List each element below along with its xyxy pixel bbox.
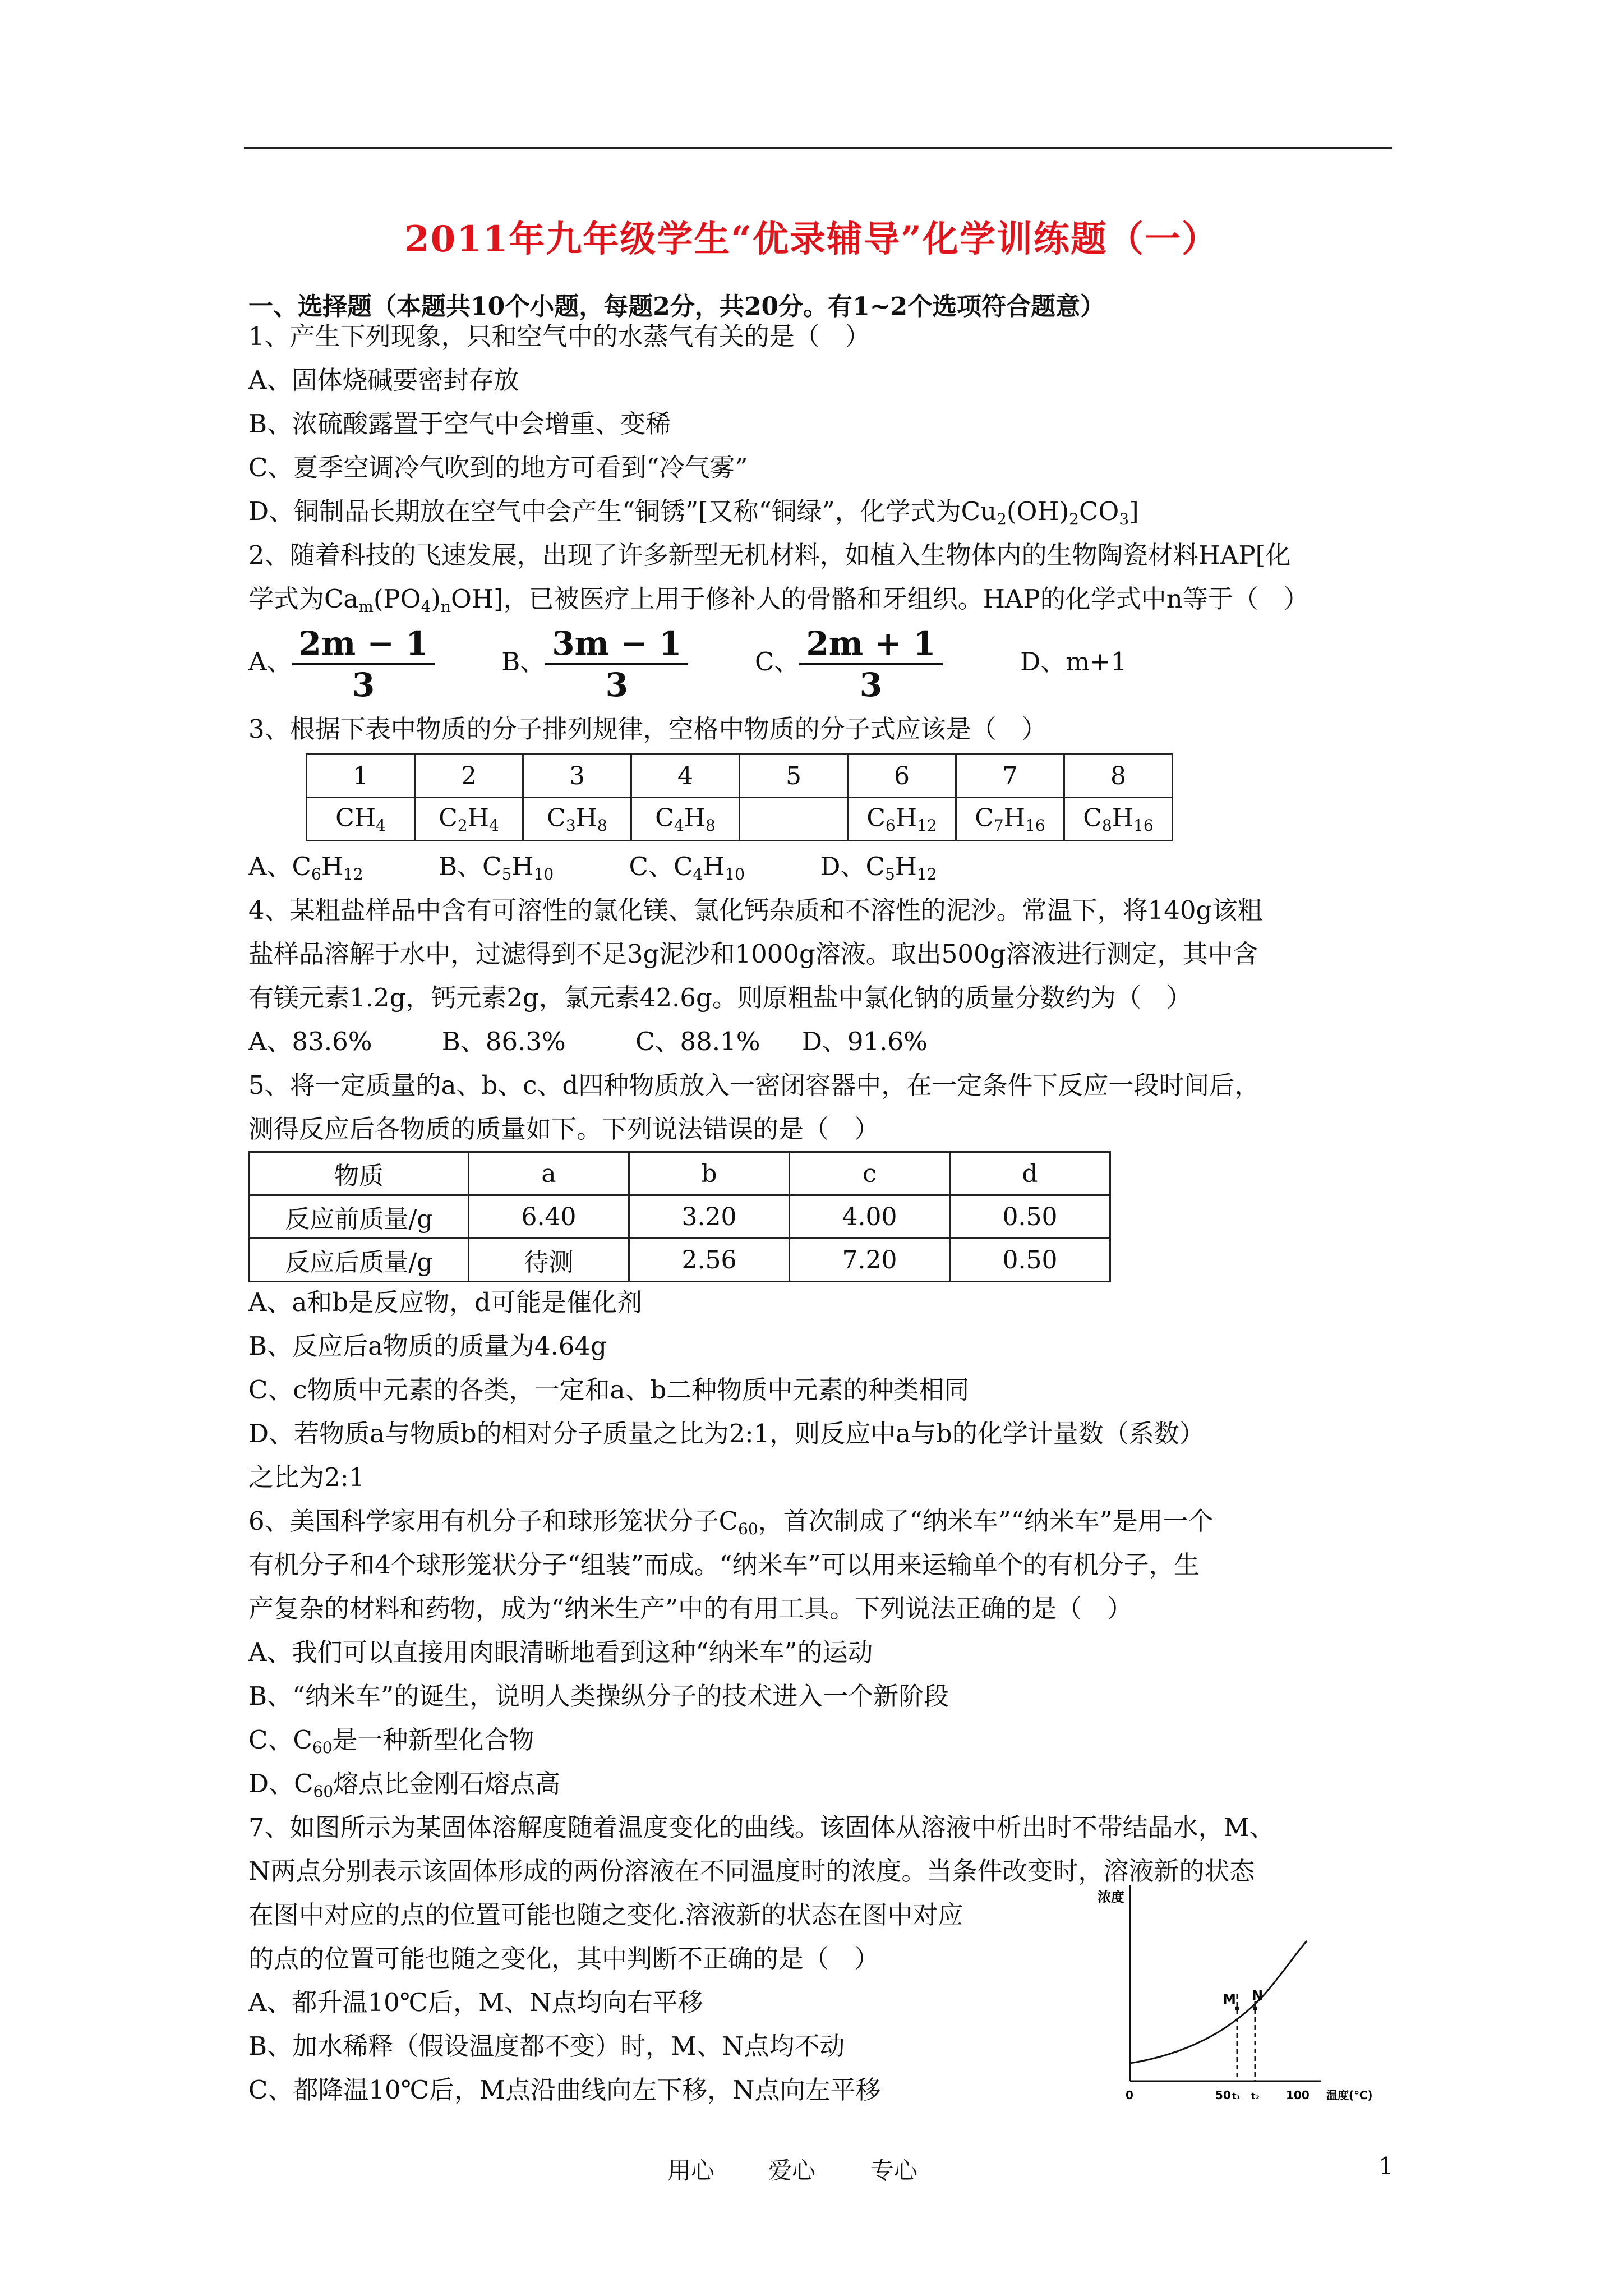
formula-text: C bbox=[655, 803, 674, 832]
q3-sequence-table bbox=[306, 753, 1173, 841]
fraction-numerator: 2m + 1 bbox=[799, 624, 942, 665]
q5-mass-table bbox=[248, 1151, 1111, 1282]
q3-option-b bbox=[438, 852, 554, 884]
q3-formula-cell bbox=[1064, 798, 1173, 841]
q6-text: C、C bbox=[248, 1725, 312, 1755]
formula-text: H bbox=[1112, 803, 1134, 832]
q3-index-cell: 1 bbox=[307, 754, 415, 798]
q2-sub: m bbox=[358, 597, 374, 616]
q5-row-before bbox=[250, 1195, 1110, 1239]
formula-sub: 10 bbox=[533, 865, 554, 884]
formula-sub: 3 bbox=[565, 816, 576, 835]
solubility-curve bbox=[1130, 1941, 1307, 2063]
formula-sub: 6 bbox=[885, 816, 896, 835]
q3-formula-cell bbox=[307, 798, 415, 841]
q2-text: 学式为Ca bbox=[248, 584, 359, 614]
q5-cell: 0.50 bbox=[950, 1239, 1110, 1282]
fraction-denominator: 3 bbox=[859, 665, 883, 704]
footer-motto-1: 用心 bbox=[667, 2157, 715, 2184]
formula-text: C bbox=[1083, 803, 1102, 832]
q3-formula-cell bbox=[523, 798, 631, 841]
q3-formula-cell bbox=[848, 798, 956, 841]
q6-line1 bbox=[248, 1504, 1214, 1546]
q2-sub: n bbox=[440, 597, 451, 616]
point-n-marker bbox=[1253, 2006, 1257, 2010]
formula-text: C bbox=[439, 803, 458, 832]
formula-text: H bbox=[895, 852, 917, 881]
q3-option-c bbox=[629, 852, 745, 884]
formula-sub: 8 bbox=[706, 816, 716, 835]
q2-text: ) bbox=[431, 584, 441, 614]
q1-d-text: (OH) bbox=[1006, 496, 1069, 526]
q2-line1: 2、随着科技的飞速发展，出现了许多新型无机材料，如植入生物体内的生物陶瓷材料HAP[化 bbox=[248, 540, 1291, 570]
q3-formula-row bbox=[307, 798, 1173, 841]
formula-sub: 6 bbox=[311, 865, 321, 884]
formula-text: H bbox=[575, 803, 598, 832]
q2-options bbox=[248, 623, 1127, 707]
q5-cell: 0.50 bbox=[950, 1195, 1110, 1239]
q3-index-cell: 2 bbox=[415, 754, 523, 798]
q2-line2 bbox=[248, 582, 1309, 624]
footer-motto-3: 专心 bbox=[870, 2157, 918, 2184]
q4-line3: 有镁元素1.2g，钙元素2g，氯元素42.6g。则原粗盐中氯化钠的质量分数约为（ ） bbox=[248, 983, 1192, 1013]
chart-y-label: 浓度 bbox=[1098, 1889, 1124, 1905]
formula-text: C bbox=[975, 803, 994, 832]
q5-line2: 测得反应后各物质的质量如下。下列说法错误的是（ ） bbox=[248, 1114, 880, 1144]
q6-sub: 60 bbox=[313, 1782, 334, 1801]
q2-option-c-fraction bbox=[799, 624, 942, 705]
x-tick-label: 100 bbox=[1286, 2088, 1310, 2102]
footer-motto-2: 爱心 bbox=[768, 2157, 816, 2184]
solubility-curve-figure bbox=[1096, 1879, 1410, 2104]
q2-option-a-label: A、 bbox=[248, 647, 292, 677]
q7-option-c: C、都降温10℃后，M点沿曲线向左下移，N点向左平移 bbox=[248, 2075, 881, 2105]
q3-formula-cell bbox=[956, 798, 1064, 841]
q1-option-d bbox=[248, 495, 1139, 536]
q5-header-cell: 物质 bbox=[250, 1152, 469, 1195]
header-rule bbox=[244, 147, 1392, 149]
q5-cell: 待测 bbox=[469, 1239, 629, 1282]
q1-option-b: B、浓硫酸露置于空气中会增重、变稀 bbox=[248, 409, 671, 439]
q3-formula-cell bbox=[415, 798, 523, 841]
q6-line3: 产复杂的材料和药物，成为“纳米生产”中的有用工具。下列说法正确的是（ ） bbox=[248, 1594, 1133, 1623]
q3-options bbox=[248, 850, 937, 891]
q5-cell: 2.56 bbox=[629, 1239, 790, 1282]
q4-option-d: D、91.6% bbox=[801, 1027, 928, 1056]
q5-cell: 反应前质量/g bbox=[250, 1195, 469, 1239]
q5-option-a: A、a和b是反应物，d可能是催化剂 bbox=[248, 1287, 642, 1317]
formula-text: H bbox=[895, 803, 917, 832]
q5-header-row bbox=[250, 1152, 1110, 1195]
q3-option-d bbox=[820, 852, 937, 884]
q7-line2: N两点分别表示该固体形成的两份溶液在不同温度时的浓度。当条件改变时，溶液新的状态 bbox=[248, 1856, 1255, 1886]
q1-d-text: D、铜制品长期放在空气中会产生“铜锈”[又称“铜绿”，化学式为Cu bbox=[248, 496, 997, 526]
q3-option-a bbox=[248, 852, 363, 884]
q4-option-c: C、88.1% bbox=[635, 1027, 760, 1056]
q5-header-cell: c bbox=[790, 1152, 950, 1195]
q5-header-cell: b bbox=[629, 1152, 790, 1195]
q6-text: 6、美国科学家用有机分子和球形笼状分子C bbox=[248, 1506, 739, 1536]
fraction-numerator: 3m − 1 bbox=[545, 624, 688, 665]
fraction-denominator: 3 bbox=[352, 665, 375, 704]
q5-cell: 反应后质量/g bbox=[250, 1239, 469, 1282]
q3-blank-cell bbox=[740, 798, 848, 841]
formula-text: C bbox=[547, 803, 566, 832]
formula-sub: 16 bbox=[1133, 816, 1154, 835]
formula-sub: 4 bbox=[674, 816, 684, 835]
formula-sub: 10 bbox=[725, 865, 745, 884]
q1-option-c: C、夏季空调冷气吹到的地方可看到“冷气雾” bbox=[248, 453, 748, 482]
formula-sub: 12 bbox=[917, 816, 937, 835]
q5-header-cell: d bbox=[950, 1152, 1110, 1195]
formula-sub: 12 bbox=[343, 865, 363, 884]
q7-line4: 的点的位置可能也随之变化，其中判断不正确的是（ ） bbox=[248, 1944, 880, 1973]
q3-index-cell: 4 bbox=[631, 754, 740, 798]
q4-option-b: B、86.3% bbox=[441, 1027, 566, 1056]
formula-text: H bbox=[321, 852, 344, 881]
point-n-label: N bbox=[1252, 1987, 1264, 2003]
q5-option-c: C、c物质中元素的各类，一定和a、b二种物质中元素的种类相同 bbox=[248, 1375, 970, 1405]
q6-sub: 60 bbox=[312, 1738, 333, 1757]
q1-stem: 1、产生下列现象，只和空气中的水蒸气有关的是（ ） bbox=[248, 321, 870, 351]
q6-option-d bbox=[248, 1767, 560, 1809]
q6-option-a: A、我们可以直接用肉眼清晰地看到这种“纳米车”的运动 bbox=[248, 1637, 873, 1667]
q6-line2: 有机分子和4个球形笼状分子“组装”而成。“纳米车”可以用来运输单个的有机分子，生 bbox=[248, 1550, 1200, 1580]
formula-sub: 4 bbox=[693, 865, 703, 884]
q5-line1: 5、将一定质量的a、b、c、d四种物质放入一密闭容器中，在一定条件下反应一段时间后， bbox=[248, 1070, 1260, 1100]
q5-row-after bbox=[250, 1239, 1110, 1282]
q6-text: 熔点比金刚石熔点高 bbox=[333, 1769, 561, 1798]
q5-option-d-line1: D、若物质a与物质b的相对分子质量之比为2:1，则反应中a与b的化学计量数（系数） bbox=[248, 1419, 1205, 1448]
q6-text: ，首次制成了“纳米车”“纳米车”是用一个 bbox=[758, 1506, 1214, 1536]
q1-option-a: A、固体烧碱要密封存放 bbox=[248, 365, 519, 395]
q5-option-d-line2: 之比为2:1 bbox=[248, 1462, 365, 1492]
formula-sub: 5 bbox=[501, 865, 512, 884]
q1-d-text: CO bbox=[1078, 496, 1119, 526]
q7-line3: 在图中对应的点的位置可能也随之变化.溶液新的状态在图中对应 bbox=[248, 1900, 963, 1930]
x-tick-label: 0 bbox=[1126, 2088, 1133, 2102]
q2-text: OH]，已被医疗上用于修补人的骨骼和牙组织。HAP的化学式中n等于（ ） bbox=[451, 584, 1309, 614]
q1-d-text: ] bbox=[1129, 496, 1139, 526]
formula-sub: 2 bbox=[457, 816, 468, 835]
q6-text: D、C bbox=[248, 1769, 313, 1798]
formula-sub: 8 bbox=[1101, 816, 1112, 835]
section-header: 一、选择题（本题共10个小题，每题2分，共20分。有1~2个选项符合题意） bbox=[248, 292, 1105, 321]
formula-text: H bbox=[511, 852, 534, 881]
q2-sub: 4 bbox=[421, 597, 431, 616]
formula-sub: 7 bbox=[993, 816, 1004, 835]
formula-text: A、C bbox=[248, 852, 311, 881]
q2-option-c-label: C、 bbox=[754, 647, 800, 677]
q4-line2: 盐样品溶解于水中，过滤得到不足3g泥沙和1000g溶液。取出500g溶液进行测定，其中含 bbox=[248, 939, 1258, 969]
formula-text: H bbox=[684, 803, 706, 832]
q2-option-b-label: B、 bbox=[501, 647, 546, 677]
formula-text: C、C bbox=[629, 852, 693, 881]
q3-stem: 3、根据下表中物质的分子排列规律，空格中物质的分子式应该是（ ） bbox=[248, 714, 1047, 744]
formula-sub: 4 bbox=[489, 816, 499, 835]
point-m-label: M bbox=[1223, 1991, 1236, 2007]
formula-sub: 8 bbox=[597, 816, 607, 835]
q1-d-sub: 2 bbox=[997, 510, 1007, 528]
q5-cell: 6.40 bbox=[469, 1195, 629, 1239]
q6-sub: 60 bbox=[738, 1520, 758, 1538]
q6-text: 是一种新型化合物 bbox=[332, 1725, 534, 1755]
formula-text: H bbox=[467, 803, 490, 832]
q4-line1: 4、某粗盐样品中含有可溶性的氯化镁、氯化钙杂质和不溶性的泥沙。常温下，将140g该粗 bbox=[248, 895, 1263, 925]
formula-text: C bbox=[866, 803, 886, 832]
q1-d-sub: 2 bbox=[1069, 510, 1079, 528]
q3-index-cell: 7 bbox=[956, 754, 1064, 798]
formula-sub: 12 bbox=[917, 865, 937, 884]
q2-text: (PO bbox=[373, 584, 421, 614]
q3-header-row bbox=[307, 754, 1173, 798]
page-title: 2011年九年级学生“优录辅导”化学训练题（一） bbox=[404, 218, 1219, 260]
q3-formula-cell bbox=[631, 798, 740, 841]
q3-index-cell: 8 bbox=[1064, 754, 1173, 798]
q1-d-sub: 3 bbox=[1119, 510, 1129, 528]
x-tick-label: t₂ bbox=[1251, 2091, 1260, 2101]
formula-sub: 4 bbox=[376, 816, 386, 835]
formula-sub: 16 bbox=[1025, 816, 1045, 835]
x-tick-label: 50 bbox=[1215, 2088, 1231, 2102]
q4-options bbox=[248, 1025, 928, 1059]
q3-index-cell: 3 bbox=[523, 754, 631, 798]
fraction-numerator: 2m − 1 bbox=[292, 624, 435, 665]
q2-option-a-fraction bbox=[292, 624, 435, 705]
q5-cell: 7.20 bbox=[790, 1239, 950, 1282]
q7-option-a: A、都升温10℃后，M、N点均向右平移 bbox=[248, 1987, 703, 2017]
q5-cell: 3.20 bbox=[629, 1195, 790, 1239]
formula-text: D、C bbox=[820, 852, 885, 881]
q2-option-d: D、m+1 bbox=[1020, 647, 1127, 677]
q5-option-b: B、反应后a物质的质量为4.64g bbox=[248, 1331, 607, 1361]
q7-line1: 7、如图所示为某固体溶解度随着温度变化的曲线。该固体从溶液中析出时不带结晶水，M、 bbox=[248, 1812, 1275, 1842]
formula-text: B、C bbox=[438, 852, 502, 881]
q3-index-cell: 6 bbox=[848, 754, 956, 798]
formula-sub: 5 bbox=[884, 865, 895, 884]
x-tick-label: t₁ bbox=[1232, 2091, 1241, 2101]
q5-cell: 4.00 bbox=[790, 1195, 950, 1239]
q2-option-b-fraction bbox=[545, 624, 688, 705]
page-number: 1 bbox=[1378, 2152, 1394, 2180]
q6-option-c bbox=[248, 1723, 534, 1765]
q5-header-cell: a bbox=[469, 1152, 629, 1195]
q7-option-b: B、加水稀释（假设温度都不变）时，M、N点均不动 bbox=[248, 2031, 845, 2061]
q3-index-cell: 5 bbox=[740, 754, 848, 798]
fraction-denominator: 3 bbox=[605, 665, 628, 704]
q4-option-a: A、83.6% bbox=[248, 1027, 372, 1056]
formula-text: H bbox=[703, 852, 725, 881]
q6-option-b: B、“纳米车”的诞生，说明人类操纵分子的技术进入一个新阶段 bbox=[248, 1681, 949, 1711]
formula-text: H bbox=[1003, 803, 1026, 832]
formula-text: CH bbox=[335, 803, 376, 832]
chart-x-label: 温度(℃) bbox=[1326, 2088, 1373, 2102]
